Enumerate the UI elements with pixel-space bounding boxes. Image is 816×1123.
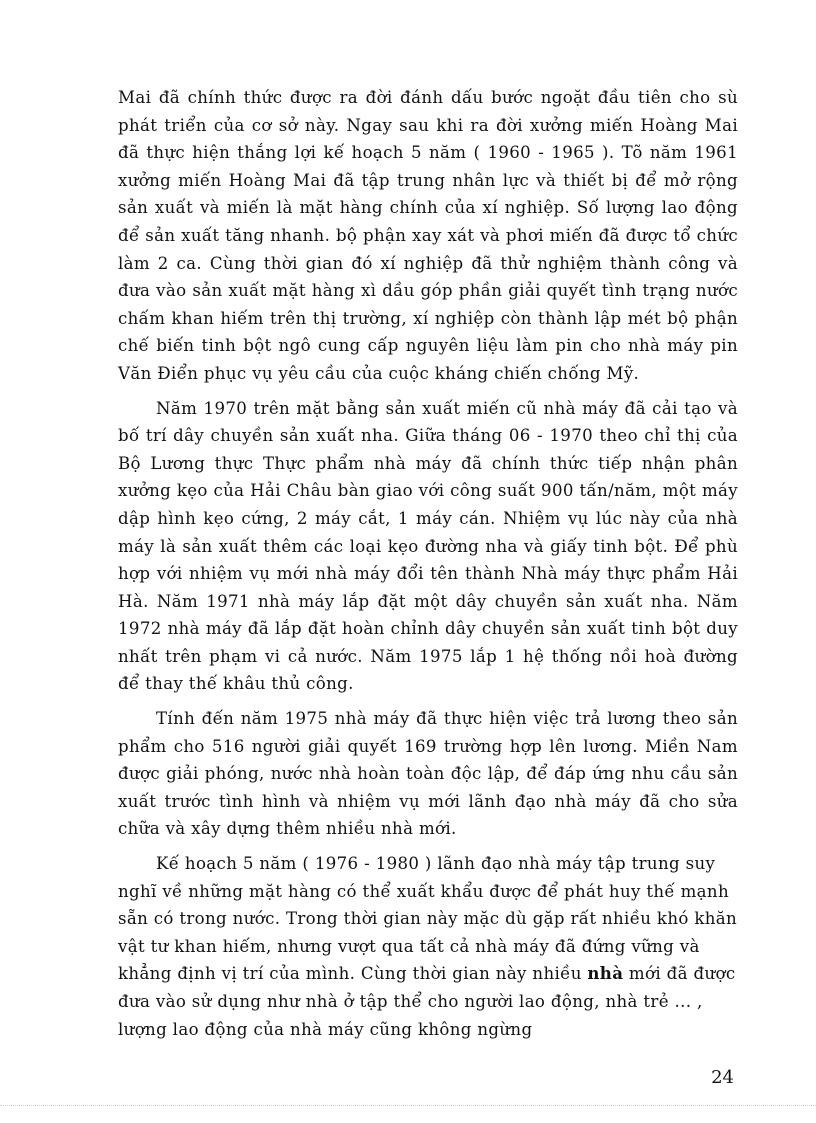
page-number: 24 — [711, 1067, 734, 1088]
paragraph-2: Năm 1970 trên mặt bằng sản xuất miến cũ nhà máy đã cải tạo và bố trí dây chuyền sản xuất nha. Giữa tháng 06 - 1970 theo chỉ thị của Bộ Lương thực Thực phẩm nhà máy đã chính thức tiếp nhận phân xưởng kẹo của Hải Châu bàn giao với công suất 900 tấn/năm, một máy dập hình kẹo cứng, 2 máy cắt, 1 máy cán. Nhiệm vụ lúc này của nhà máy là sản xuất thêm các loại kẹo đường nha và giấy tinh bột. Để phù hợp với nhiệm vụ mới nhà máy đổi tên thành Nhà máy thực phẩm Hải Hà. Năm 1971 nhà máy lắp đặt một dây chuyền sản xuất nha. Năm 1972 nhà máy đã lắp đặt hoàn chỉnh dây chuyền sản xuất tinh bột duy nhất trên phạm vi cả nước. Năm 1975 lắp 1 hệ thống nồi hoà đường để thay thế khâu thủ công. — [118, 398, 738, 694]
body-text — [118, 84, 738, 1050]
paragraph-4-text-start: Kế hoạch 5 năm ( 1976 - 1980 ) lãnh đạo nhà máy tập trung suy nghĩ về những mặt hàng có thể xuất khẩu được để phát huy thế mạnh sẵn có trong nước. Trong thời gian này mặc dù gặp rất nhiều khó khăn vật tư khan hiếm, nhưng vượt qua tất cả nhà máy đã đứng vững và khẳng định vị trí của mình. Cùng thời gian này nhiều — [118, 854, 738, 984]
paragraph-4 — [118, 850, 738, 1043]
paragraph-4-bold-word: nhà — [587, 963, 624, 984]
page-bottom-divider — [0, 1105, 816, 1106]
paragraph-3: Tính đến năm 1975 nhà máy đã thực hiện việc trả lương theo sản phẩm cho 516 người giải quyết 169 trường hợp lên lương. Miền Nam được giải phóng, nước nhà hoàn toàn độc lập, để đáp ứng nhu cầu sản xuất trước tình hình và nhiệm vụ mới lãnh đạo nhà máy đã cho sửa chữa và xây dựng thêm nhiều nhà mới. — [118, 709, 738, 839]
paragraph-4-text-end: mới đã được đưa vào sử dụng như nhà ở tập thể cho người lao động, nhà trẻ ... , lượng lao động của nhà máy cũng không ngừng — [118, 964, 736, 1039]
paragraph-1: Mai đã chính thức được ra đời đánh dấu bước ngoặt đầu tiên cho sù phát triển của cơ sở này. Ngay sau khi ra đời xưởng miến Hoàng Mai đã thực hiện thắng lợi kế hoạch 5 năm ( 1960 - 1965 ). Tõ năm 1961 xưởng miến Hoàng Mai đã tập trung nhân lực và thiết bị để mở rộng sản xuất và miến là mặt hàng chính của xí nghiệp. Số lượng lao động để sản xuất tăng nhanh. bộ phận xay xát và phơi miến đã được tổ chức làm 2 ca. Cùng thời gian đó xí nghiệp đã thử nghiệm thành công và đưa vào sản xuất mặt hàng xì dầu góp phần giải quyết tình trạng nước chấm khan hiếm trên thị trường, xí nghiệp còn thành lập mét bộ phận chế biến tinh bột ngô cung cấp nguyên liệu làm pin cho nhà máy pin Văn Điển phục vụ yêu cầu của cuộc kháng chiến chống Mỹ. — [118, 88, 738, 383]
